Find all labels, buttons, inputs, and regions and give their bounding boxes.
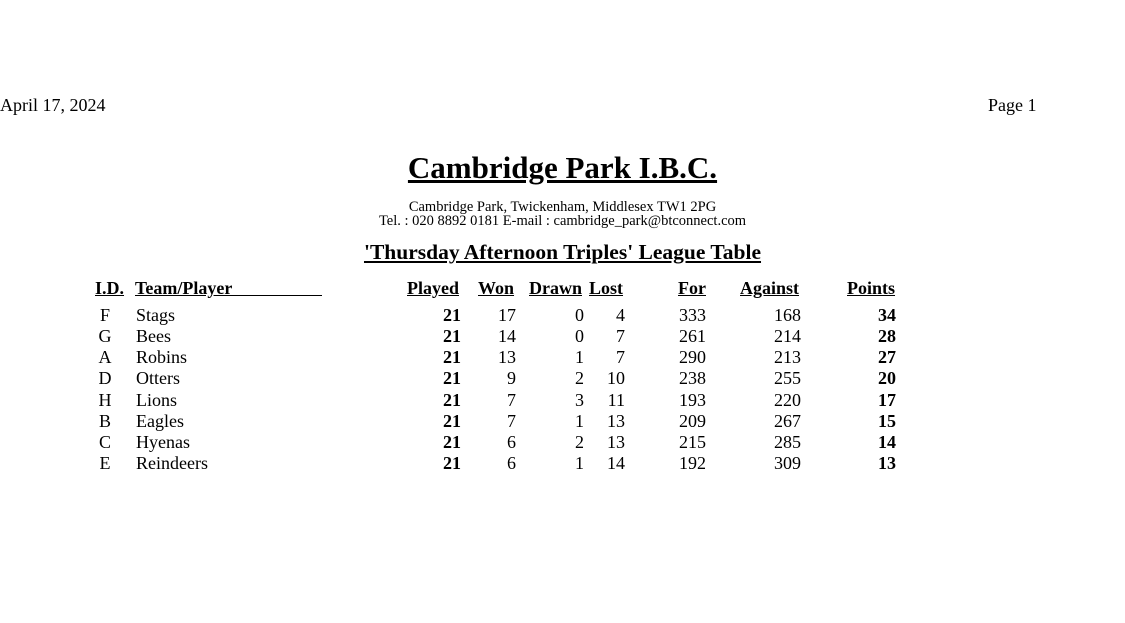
cell-lost: 11 [607,389,625,410]
cell-points: 28 [878,326,896,347]
cell-team: Robins [136,347,188,368]
cell-team: Eagles [136,410,184,431]
cell-won: 6 [507,452,516,473]
cell-lost: 10 [607,368,625,389]
cell-for: 192 [679,452,706,473]
cell-points: 14 [878,431,896,452]
cell-against: 214 [774,326,801,347]
cell-drawn: 1 [575,347,584,368]
cell-points: 15 [878,410,896,431]
cell-for: 238 [679,368,706,389]
cell-for: 290 [679,347,706,368]
header-id: I.D. [95,278,125,298]
header-won: Won [478,278,515,298]
cell-team: Bees [136,326,171,347]
cell-against: 220 [774,389,801,410]
cell-won: 9 [507,368,516,389]
cell-won: 13 [498,347,516,368]
cell-id: C [98,431,111,452]
cell-points: 27 [878,347,896,368]
cell-for: 333 [679,305,706,325]
cell-id: F [99,305,110,325]
cell-lost: 14 [607,452,625,473]
cell-won: 7 [507,389,516,410]
cell-drawn: 0 [575,326,584,347]
cell-played: 21 [443,452,461,473]
cell-lost: 13 [607,431,625,452]
cell-id: A [98,347,112,368]
cell-drawn: 3 [575,389,584,410]
cell-id: B [98,410,111,431]
cell-played: 21 [443,368,461,389]
page-number: Page 1 [988,95,1037,115]
cell-drawn: 1 [575,410,584,431]
cell-lost: 13 [607,410,625,431]
cell-drawn: 0 [575,305,584,325]
cell-lost: 4 [616,305,625,325]
club-name: Cambridge Park I.B.C. [407,150,718,185]
club-contact: Tel. : 020 8892 0181 E-mail : cambridge_park@btconnect.com [378,213,747,229]
cell-played: 21 [443,326,461,347]
cell-against: 309 [774,452,801,473]
header-points: Points [847,278,896,298]
header-for: For [678,278,706,298]
cell-team: Otters [136,368,180,389]
cell-drawn: 2 [575,368,584,389]
cell-drawn: 2 [575,431,584,452]
cell-team: Hyenas [136,431,190,452]
cell-for: 193 [679,389,706,410]
cell-points: 34 [878,305,896,325]
cell-won: 7 [507,410,516,431]
cell-played: 21 [443,431,461,452]
cell-team: Stags [136,305,176,325]
cell-id: D [98,368,112,389]
cell-lost: 7 [616,347,625,368]
cell-for: 209 [679,410,706,431]
cell-for: 215 [679,431,706,452]
header-played: Played [407,278,459,298]
header-team: Team/Player [135,278,322,298]
cell-played: 21 [443,305,461,325]
cell-points: 20 [878,368,896,389]
league-table-title: 'Thursday Afternoon Triples' League Table [363,240,762,264]
cell-points: 13 [878,452,896,473]
header-drawn: Drawn [529,278,582,298]
cell-against: 255 [774,368,801,389]
cell-played: 21 [443,389,461,410]
cell-id: H [98,389,112,410]
cell-against: 285 [774,431,801,452]
cell-played: 21 [443,410,461,431]
cell-points: 17 [878,389,896,410]
cell-against: 267 [774,410,801,431]
cell-won: 14 [498,326,516,347]
header-against: Against [740,278,800,298]
cell-for: 261 [679,326,706,347]
cell-team: Lions [136,389,178,410]
report-date: April 17, 2024 [0,95,106,115]
cell-drawn: 1 [575,452,584,473]
cell-against: 168 [774,305,801,325]
header-lost: Lost [589,278,624,298]
cell-id: G [98,326,112,347]
club-address: Cambridge Park, Twickenham, Middlesex TW1 2PG [408,199,717,215]
cell-id: E [99,452,111,473]
cell-against: 213 [774,347,801,368]
cell-team: Reindeers [136,452,208,473]
cell-played: 21 [443,347,461,368]
cell-lost: 7 [616,326,625,347]
cell-won: 6 [507,431,516,452]
cell-won: 17 [498,305,516,325]
